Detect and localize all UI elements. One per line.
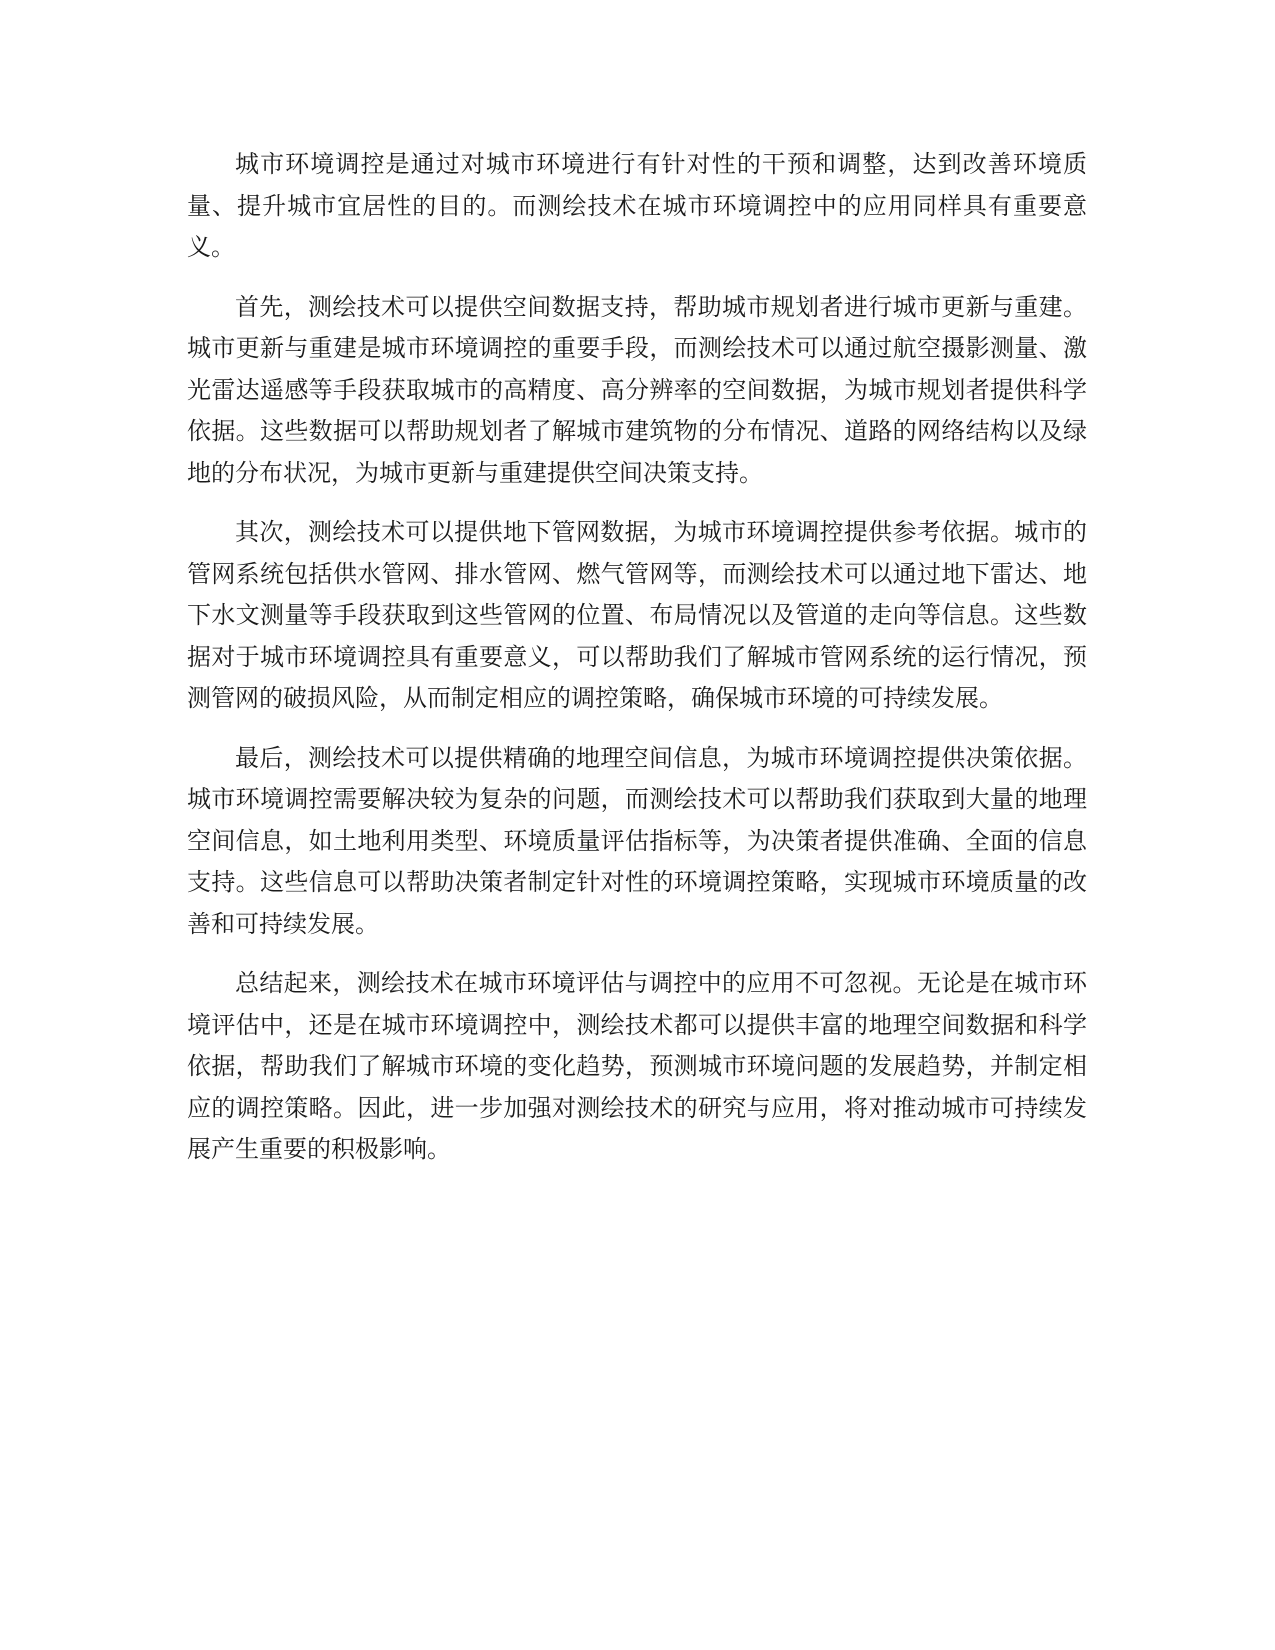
paragraph-second-point: 其次，测绘技术可以提供地下管网数据，为城市环境调控提供参考依据。城市的管网系统包括供水管网、排水管网、燃气管网等，而测绘技术可以通过地下雷达、地下水文测量等手段获取到这些管网的位置、布局情况以及管道的走向等信息。这些数据对于城市环境调控具有重要意义，可以帮助我们了解城市管网系统的运行情况，预测管网的破损风险，从而制定相应的调控策略，确保城市环境的可持续发展。	[187, 518, 1087, 712]
paragraph-conclusion: 总结起来，测绘技术在城市环境评估与调控中的应用不可忽视。无论是在城市环境评估中，还是在城市环境调控中，测绘技术都可以提供丰富的地理空间数据和科学依据，帮助我们了解城市环境的变化趋势，预测城市环境问题的发展趋势，并制定相应的调控策略。因此，进一步加强对测绘技术的研究与应用，将对推动城市可持续发展产生重要的积极影响。	[187, 969, 1087, 1163]
paragraph-first-point: 首先，测绘技术可以提供空间数据支持，帮助城市规划者进行城市更新与重建。城市更新与重建是城市环境调控的重要手段，而测绘技术可以通过航空摄影测量、激光雷达遥感等手段获取城市的高精度、高分辨率的空间数据，为城市规划者提供科学依据。这些数据可以帮助规划者了解城市建筑物的分布情况、道路的网络结构以及绿地的分布状况，为城市更新与重建提供空间决策支持。	[187, 292, 1087, 487]
document-body	[187, 144, 1087, 1189]
paragraph-last-point: 最后，测绘技术可以提供精确的地理空间信息，为城市环境调控提供决策依据。城市环境调控需要解决较为复杂的问题，而测绘技术可以帮助我们获取到大量的地理空间信息，如土地利用类型、环境质量评估指标等，为决策者提供准确、全面的信息支持。这些信息可以帮助决策者制定针对性的环境调控策略，实现城市环境质量的改善和可持续发展。	[187, 743, 1087, 938]
paragraph-intro: 城市环境调控是通过对城市环境进行有针对性的干预和调整，达到改善环境质量、提升城市宜居性的目的。而测绘技术在城市环境调控中的应用同样具有重要意义。	[187, 150, 1087, 261]
